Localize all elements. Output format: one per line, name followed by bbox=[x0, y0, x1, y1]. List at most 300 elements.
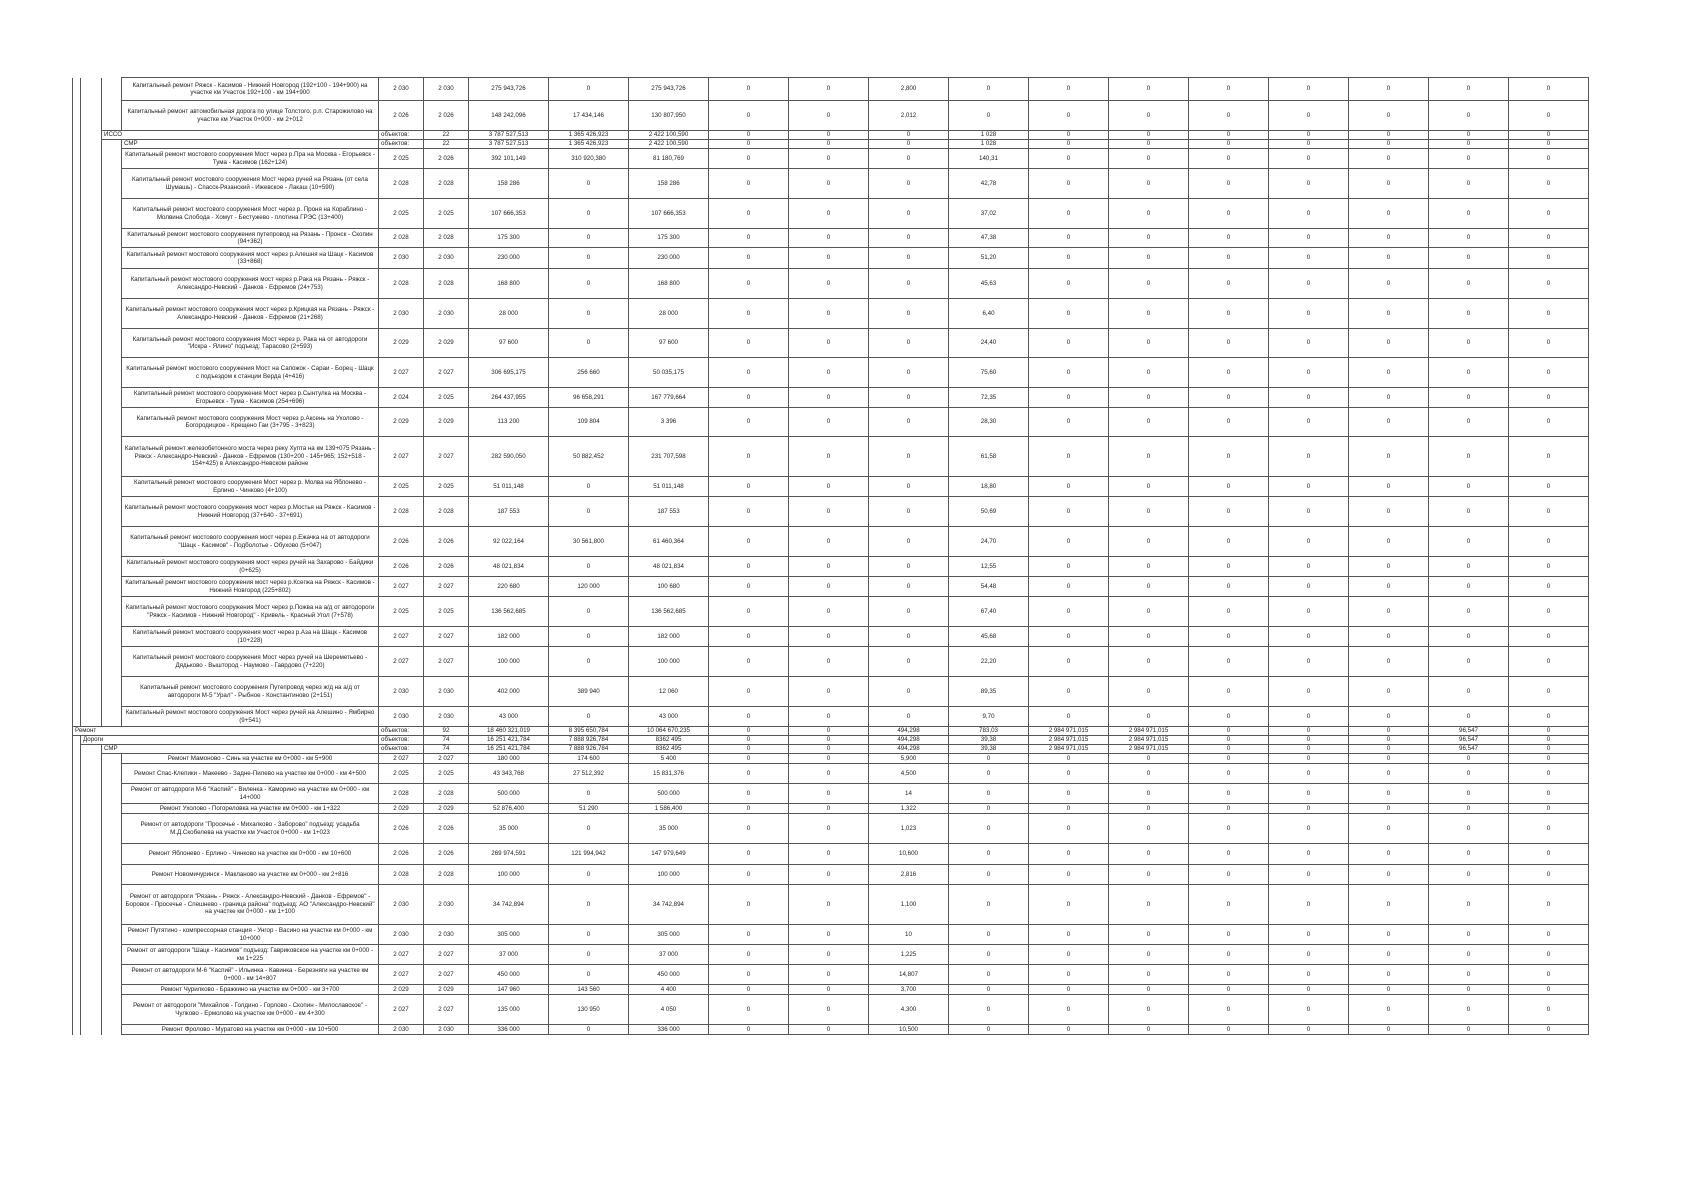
value-cell: 0 bbox=[1429, 78, 1509, 101]
repair-program-table bbox=[72, 77, 1589, 1035]
indent-cell bbox=[73, 149, 81, 169]
value-cell: 0 bbox=[1429, 965, 1509, 985]
indent-cell bbox=[81, 557, 102, 577]
value-cell: 0 bbox=[1029, 131, 1109, 140]
object-name: Капитальный ремонт мостового сооружения мост через р.Аза на Шацк - Касимов (10+228) bbox=[122, 627, 379, 647]
indent-cell bbox=[81, 814, 102, 844]
table-row bbox=[73, 754, 1589, 764]
value-cell: 0 bbox=[1269, 101, 1349, 131]
value-cell: 0 bbox=[709, 995, 789, 1025]
value-cell: 0 bbox=[709, 1025, 789, 1035]
indent-cell bbox=[81, 1025, 102, 1035]
value-cell: 0 bbox=[1509, 804, 1589, 814]
value-cell: 269 974,591 bbox=[469, 844, 549, 865]
value-cell: 0 bbox=[709, 677, 789, 707]
value-cell: 0 bbox=[709, 131, 789, 140]
end-year: 2 030 bbox=[424, 299, 469, 329]
object-name: Ремонт от автодороги "Рязань - Ряжск - Александро-Невский - Данков - Ефремов" - Боровок - Просечье - Спешнево - граница района" подъезд: АО "Александро-Невский" на участке км 0+000 - км 1+100 bbox=[122, 885, 379, 925]
value-cell: 7 888 926,784 bbox=[549, 736, 629, 745]
value-cell: 0 bbox=[1509, 865, 1589, 885]
value-cell: 0 bbox=[1349, 329, 1429, 358]
value-cell: 0 bbox=[1189, 388, 1269, 408]
value-cell: 0 bbox=[549, 1025, 629, 1035]
value-cell: 310 920,380 bbox=[549, 149, 629, 169]
value-cell: 0 bbox=[1509, 131, 1589, 140]
value-cell: 0 bbox=[1109, 764, 1189, 784]
value-cell: 0 bbox=[1509, 945, 1589, 965]
object-name: Капитальный ремонт мостового сооружения Мост через ручей на Рязань (от села Шумашь) - Спасск-Рязанский - Ижевское - Лакаш (10+590) bbox=[122, 169, 379, 199]
value-cell: 0 bbox=[869, 140, 949, 149]
value-cell: 0 bbox=[1349, 647, 1429, 677]
value-cell: 51 011,148 bbox=[469, 477, 549, 497]
value-cell: 8 395 650,784 bbox=[549, 727, 629, 736]
value-cell: 3 396 bbox=[629, 408, 709, 437]
value-cell: 0 bbox=[1349, 437, 1429, 477]
value-cell: 0 bbox=[1029, 78, 1109, 101]
value-cell: 0 bbox=[709, 577, 789, 597]
object-name: Ремонт Мамоново - Синь на участке км 0+000 - км 5+900 bbox=[122, 754, 379, 764]
value-cell: 0 bbox=[1109, 78, 1189, 101]
indent-cell bbox=[102, 995, 122, 1025]
value-cell: 107 666,353 bbox=[469, 199, 549, 229]
value-cell: 37 000 bbox=[629, 945, 709, 965]
value-cell: 0 bbox=[709, 597, 789, 627]
value-cell: 0 bbox=[1109, 995, 1189, 1025]
value-cell: 0 bbox=[1189, 925, 1269, 945]
indent-cell bbox=[81, 388, 102, 408]
start-year: 2 029 bbox=[379, 408, 424, 437]
value-cell: 48 021,834 bbox=[629, 557, 709, 577]
value-cell: 0 bbox=[869, 437, 949, 477]
value-cell: 100 000 bbox=[629, 865, 709, 885]
value-cell: 0 bbox=[1509, 745, 1589, 754]
value-cell: 10,500 bbox=[869, 1025, 949, 1035]
table-row bbox=[73, 647, 1589, 677]
object-name: Капитальный ремонт мостового сооружения Мост через р.Пра на Москва - Егорьевск - Тума - Касимов (162+124) bbox=[122, 149, 379, 169]
value-cell: 0 bbox=[1349, 814, 1429, 844]
value-cell: 0 bbox=[1029, 865, 1109, 885]
value-cell: 0 bbox=[1189, 727, 1269, 736]
value-cell: 12,55 bbox=[949, 557, 1029, 577]
start-year: 2 027 bbox=[379, 754, 424, 764]
value-cell: 2 422 100,590 bbox=[629, 131, 709, 140]
value-cell: 0 bbox=[1029, 754, 1109, 764]
value-cell: 0 bbox=[869, 647, 949, 677]
value-cell: 0 bbox=[869, 557, 949, 577]
value-cell: 0 bbox=[1269, 844, 1349, 865]
value-cell: 0 bbox=[549, 945, 629, 965]
value-cell: 0 bbox=[789, 131, 869, 140]
value-cell: 0 bbox=[1189, 985, 1269, 995]
value-cell: 120 000 bbox=[549, 577, 629, 597]
value-cell: 0 bbox=[1349, 885, 1429, 925]
value-cell: 0 bbox=[1029, 408, 1109, 437]
start-year: 2 026 bbox=[379, 557, 424, 577]
end-year: 2 025 bbox=[424, 597, 469, 627]
value-cell: 0 bbox=[869, 527, 949, 557]
value-cell: 0 bbox=[1109, 647, 1189, 677]
value-cell: 2,816 bbox=[869, 865, 949, 885]
table-row bbox=[73, 269, 1589, 299]
value-cell: 1,023 bbox=[869, 814, 949, 844]
value-cell: 0 bbox=[1349, 985, 1429, 995]
value-cell: 0 bbox=[1269, 131, 1349, 140]
value-cell: 0 bbox=[1349, 597, 1429, 627]
value-cell: 167 779,664 bbox=[629, 388, 709, 408]
table-row bbox=[73, 388, 1589, 408]
object-name: Капитальный ремонт мостового сооружения мост через р.Ксегжа на Ряжск - Касимов - Нижний Новгород (225+802) bbox=[122, 577, 379, 597]
value-cell: 0 bbox=[1349, 140, 1429, 149]
value-cell: 0 bbox=[1189, 78, 1269, 101]
value-cell: 0 bbox=[549, 299, 629, 329]
value-cell: 0 bbox=[789, 627, 869, 647]
indent-cell bbox=[73, 577, 81, 597]
value-cell: 0 bbox=[789, 736, 869, 745]
value-cell: 0 bbox=[869, 388, 949, 408]
value-cell: 0 bbox=[549, 78, 629, 101]
value-cell: 0 bbox=[1509, 437, 1589, 477]
value-cell: 0 bbox=[1269, 885, 1349, 925]
indent-cell bbox=[102, 140, 122, 149]
value-cell: 0 bbox=[1349, 248, 1429, 269]
indent-cell bbox=[102, 764, 122, 784]
value-cell: 0 bbox=[1029, 995, 1109, 1025]
value-cell: 0 bbox=[1349, 101, 1429, 131]
value-cell: 0 bbox=[709, 736, 789, 745]
value-cell: 0 bbox=[789, 677, 869, 707]
indent-cell bbox=[73, 707, 81, 727]
value-cell: 0 bbox=[1269, 995, 1349, 1025]
value-cell: 0 bbox=[1269, 865, 1349, 885]
indent-cell bbox=[81, 131, 102, 140]
value-cell: 0 bbox=[1429, 388, 1509, 408]
value-cell: 0 bbox=[1509, 408, 1589, 437]
value-cell: 0 bbox=[1349, 784, 1429, 804]
value-cell: 5,900 bbox=[869, 754, 949, 764]
value-cell: 0 bbox=[1029, 169, 1109, 199]
table-row bbox=[73, 945, 1589, 965]
value-cell: 0 bbox=[549, 885, 629, 925]
value-cell: 0 bbox=[789, 169, 869, 199]
value-cell: 0 bbox=[1269, 764, 1349, 784]
value-cell: 0 bbox=[1189, 229, 1269, 248]
value-cell: 0 bbox=[789, 229, 869, 248]
indent-cell bbox=[102, 527, 122, 557]
value-cell: 0 bbox=[1269, 804, 1349, 814]
object-name: Ремонт от автодороги "Шацк - Касимов" подъезд: Гавриковское на участке км 0+000 - км 1+225 bbox=[122, 945, 379, 965]
object-name: Капитальный ремонт мостового сооружения мост через р.Крицкая на Рязань - Ряжск - Александро-Невский - Данков - Ефремов (21+268) bbox=[122, 299, 379, 329]
value-cell: 0 bbox=[549, 557, 629, 577]
indent-cell bbox=[73, 784, 81, 804]
value-cell: 0 bbox=[1429, 408, 1509, 437]
value-cell: 0 bbox=[709, 647, 789, 677]
value-cell: 0 bbox=[549, 707, 629, 727]
value-cell: 14,807 bbox=[869, 965, 949, 985]
value-cell: 0 bbox=[1509, 647, 1589, 677]
value-cell: 2 984 971,015 bbox=[1029, 736, 1109, 745]
indent-cell bbox=[73, 764, 81, 784]
indent-cell bbox=[73, 437, 81, 477]
table-row bbox=[73, 804, 1589, 814]
indent-cell bbox=[81, 754, 102, 764]
start-year: 2 026 bbox=[379, 101, 424, 131]
object-name: Капитальный ремонт мостового сооружения мост через р.Мостья на Ряжск - Касимов - Нижний Новгород (37+640 - 37+691) bbox=[122, 497, 379, 527]
value-cell: 0 bbox=[1429, 557, 1509, 577]
end-year: 2 029 bbox=[424, 329, 469, 358]
value-cell: 6,40 bbox=[949, 299, 1029, 329]
object-name: Ремонт Спас-Клепики - Макеево - Задне-Пилево на участке км 0+000 - км 4+500 bbox=[122, 764, 379, 784]
object-name: Капитальный ремонт мостового сооружения Мост через ручей на Шереметьево - Дядьково - Выштород - Наумово - Гаврдово (7+220) bbox=[122, 647, 379, 677]
end-year: 2 028 bbox=[424, 169, 469, 199]
value-cell: 0 bbox=[1029, 707, 1109, 727]
indent-cell bbox=[102, 78, 122, 101]
value-cell: 50,69 bbox=[949, 497, 1029, 527]
indent-cell bbox=[81, 408, 102, 437]
object-name: Капитальный ремонт мостового сооружения Мост через ручей на Алешино - Ямбирно (9+541) bbox=[122, 707, 379, 727]
value-cell: 1 028 bbox=[949, 140, 1029, 149]
object-name: Капитальный ремонт мостового сооружения Мост через р.Пожва на а/д от автодороги "Ряжск - Касимов - Нижний Новгород" - Кривель - Красный Угол (7+578) bbox=[122, 597, 379, 627]
value-cell: 0 bbox=[709, 169, 789, 199]
value-cell: 0 bbox=[1269, 497, 1349, 527]
value-cell: 0 bbox=[1109, 497, 1189, 527]
value-cell: 147 960 bbox=[469, 985, 549, 995]
indent-cell bbox=[81, 945, 102, 965]
value-cell: 0 bbox=[1509, 149, 1589, 169]
value-cell: 2 984 971,015 bbox=[1109, 727, 1189, 736]
value-cell: 0 bbox=[789, 804, 869, 814]
indent-cell bbox=[102, 299, 122, 329]
value-cell: 0 bbox=[1429, 577, 1509, 597]
value-cell: 0 bbox=[1029, 925, 1109, 945]
value-cell: 180 000 bbox=[469, 754, 549, 764]
value-cell: 0 bbox=[1189, 647, 1269, 677]
value-cell: 0 bbox=[1429, 477, 1509, 497]
value-cell: 2 984 971,015 bbox=[1029, 745, 1109, 754]
objects-count: 22 bbox=[424, 131, 469, 140]
value-cell: 0 bbox=[1269, 269, 1349, 299]
value-cell: 0 bbox=[1109, 169, 1189, 199]
value-cell: 0 bbox=[709, 727, 789, 736]
value-cell: 0 bbox=[869, 269, 949, 299]
value-cell: 54,48 bbox=[949, 577, 1029, 597]
end-year: 2 029 bbox=[424, 408, 469, 437]
value-cell: 1 586,400 bbox=[629, 804, 709, 814]
indent-cell bbox=[102, 865, 122, 885]
end-year: 2 028 bbox=[424, 784, 469, 804]
value-cell: 158 286 bbox=[469, 169, 549, 199]
start-year: 2 027 bbox=[379, 945, 424, 965]
value-cell: 81 180,769 bbox=[629, 149, 709, 169]
indent-cell bbox=[81, 627, 102, 647]
value-cell: 0 bbox=[1269, 814, 1349, 844]
value-cell: 10 064 670,235 bbox=[629, 727, 709, 736]
value-cell: 34 742,894 bbox=[629, 885, 709, 925]
object-name: Ремонт от автодороги М-6 "Каспий" - Виленка - Каморино на участке км 0+000 - км 14+000 bbox=[122, 784, 379, 804]
value-cell: 0 bbox=[1349, 229, 1429, 248]
value-cell: 0 bbox=[709, 557, 789, 577]
value-cell: 0 bbox=[1429, 677, 1509, 707]
value-cell: 1,322 bbox=[869, 804, 949, 814]
end-year: 2 030 bbox=[424, 248, 469, 269]
value-cell: 67,40 bbox=[949, 597, 1029, 627]
value-cell: 50 882,452 bbox=[549, 437, 629, 477]
value-cell: 0 bbox=[1509, 727, 1589, 736]
value-cell: 0 bbox=[1189, 677, 1269, 707]
end-year: 2 028 bbox=[424, 865, 469, 885]
value-cell: 2 984 971,015 bbox=[1109, 736, 1189, 745]
value-cell: 0 bbox=[949, 965, 1029, 985]
value-cell: 0 bbox=[1109, 804, 1189, 814]
value-cell: 0 bbox=[1269, 647, 1349, 677]
start-year: 2 030 bbox=[379, 925, 424, 945]
value-cell: 0 bbox=[1269, 140, 1349, 149]
table-row bbox=[73, 229, 1589, 248]
indent-cell bbox=[73, 754, 81, 764]
indent-cell bbox=[102, 754, 122, 764]
value-cell: 0 bbox=[869, 149, 949, 169]
value-cell: 256 660 bbox=[549, 358, 629, 388]
value-cell: 0 bbox=[1109, 814, 1189, 844]
object-name: Ремонт от автодороги "Михайлов - Голдино - Горлово - Скопин - Милославское" - Чулково - Ермолово на участке км 0+000 - км 4+300 bbox=[122, 995, 379, 1025]
indent-cell bbox=[102, 497, 122, 527]
value-cell: 24,40 bbox=[949, 329, 1029, 358]
value-cell: 0 bbox=[1349, 269, 1429, 299]
objects-count: 74 bbox=[424, 745, 469, 754]
value-cell: 8362 495 bbox=[629, 736, 709, 745]
start-year: 2 025 bbox=[379, 764, 424, 784]
value-cell: 0 bbox=[1269, 149, 1349, 169]
value-cell: 0 bbox=[1109, 358, 1189, 388]
object-name: Ремонт от автодороги М-6 "Каспий" - Ильинка - Кавинка - Березняги на участке км 0+000 - км 14+807 bbox=[122, 965, 379, 985]
value-cell: 28 000 bbox=[629, 299, 709, 329]
indent-cell bbox=[102, 707, 122, 727]
value-cell: 0 bbox=[709, 865, 789, 885]
start-year: 2 029 bbox=[379, 329, 424, 358]
value-cell: 0 bbox=[709, 497, 789, 527]
value-cell: 0 bbox=[1029, 804, 1109, 814]
value-cell: 0 bbox=[709, 358, 789, 388]
value-cell: 0 bbox=[1509, 995, 1589, 1025]
value-cell: 0 bbox=[1109, 577, 1189, 597]
value-cell: 264 437,955 bbox=[469, 388, 549, 408]
value-cell: 0 bbox=[949, 885, 1029, 925]
indent-cell bbox=[81, 169, 102, 199]
value-cell: 45,68 bbox=[949, 627, 1029, 647]
value-cell: 0 bbox=[1189, 149, 1269, 169]
value-cell: 0 bbox=[709, 804, 789, 814]
value-cell: 43 000 bbox=[629, 707, 709, 727]
value-cell: 0 bbox=[1269, 754, 1349, 764]
value-cell: 230 000 bbox=[469, 248, 549, 269]
indent-cell bbox=[73, 329, 81, 358]
value-cell: 0 bbox=[949, 754, 1029, 764]
end-year: 2 030 bbox=[424, 78, 469, 101]
objects-label: объектов: bbox=[379, 131, 424, 140]
value-cell: 61,58 bbox=[949, 437, 1029, 477]
table-row bbox=[73, 248, 1589, 269]
value-cell: 0 bbox=[1509, 965, 1589, 985]
indent-cell bbox=[102, 885, 122, 925]
value-cell: 0 bbox=[1349, 527, 1429, 557]
end-year: 2 027 bbox=[424, 358, 469, 388]
value-cell: 4 400 bbox=[629, 985, 709, 995]
value-cell: 0 bbox=[1029, 627, 1109, 647]
value-cell: 0 bbox=[1189, 408, 1269, 437]
start-year: 2 028 bbox=[379, 865, 424, 885]
value-cell: 42,78 bbox=[949, 169, 1029, 199]
value-cell: 147 979,649 bbox=[629, 844, 709, 865]
value-cell: 0 bbox=[789, 995, 869, 1025]
indent-cell bbox=[81, 329, 102, 358]
value-cell: 2 422 100,590 bbox=[629, 140, 709, 149]
value-cell: 0 bbox=[869, 229, 949, 248]
value-cell: 0 bbox=[709, 885, 789, 925]
value-cell: 0 bbox=[1429, 804, 1509, 814]
value-cell: 0 bbox=[949, 804, 1029, 814]
start-year: 2 030 bbox=[379, 707, 424, 727]
value-cell: 0 bbox=[1189, 1025, 1269, 1035]
value-cell: 500 000 bbox=[469, 784, 549, 804]
value-cell: 0 bbox=[1109, 1025, 1189, 1035]
value-cell: 0 bbox=[549, 647, 629, 677]
value-cell: 0 bbox=[1189, 577, 1269, 597]
start-year: 2 030 bbox=[379, 885, 424, 925]
value-cell: 0 bbox=[1509, 358, 1589, 388]
value-cell: 0 bbox=[709, 965, 789, 985]
object-name: Ремонт Путятино - компрессорная станция - Унгор - Васино на участке км 0+000 - км 10+000 bbox=[122, 925, 379, 945]
indent-cell bbox=[81, 140, 102, 149]
table-row bbox=[73, 199, 1589, 229]
value-cell: 0 bbox=[1109, 408, 1189, 437]
value-cell: 9,70 bbox=[949, 707, 1029, 727]
start-year: 2 025 bbox=[379, 477, 424, 497]
value-cell: 0 bbox=[709, 199, 789, 229]
value-cell: 0 bbox=[709, 477, 789, 497]
value-cell: 0 bbox=[1429, 945, 1509, 965]
value-cell: 0 bbox=[1509, 814, 1589, 844]
start-year: 2 026 bbox=[379, 527, 424, 557]
value-cell: 0 bbox=[789, 764, 869, 784]
indent-cell bbox=[73, 844, 81, 865]
value-cell: 0 bbox=[1109, 885, 1189, 925]
value-cell: 0 bbox=[1029, 149, 1109, 169]
table-row bbox=[73, 597, 1589, 627]
value-cell: 0 bbox=[1189, 557, 1269, 577]
value-cell: 275 943,726 bbox=[629, 78, 709, 101]
value-cell: 0 bbox=[789, 477, 869, 497]
start-year: 2 027 bbox=[379, 627, 424, 647]
value-cell: 0 bbox=[1189, 885, 1269, 925]
end-year: 2 026 bbox=[424, 844, 469, 865]
value-cell: 92 022,164 bbox=[469, 527, 549, 557]
value-cell: 0 bbox=[1029, 577, 1109, 597]
start-year: 2 027 bbox=[379, 965, 424, 985]
value-cell: 0 bbox=[869, 169, 949, 199]
indent-cell bbox=[102, 627, 122, 647]
table-row bbox=[73, 557, 1589, 577]
value-cell: 0 bbox=[709, 299, 789, 329]
value-cell: 0 bbox=[1189, 169, 1269, 199]
value-cell: 0 bbox=[549, 925, 629, 945]
value-cell: 1 365 426,923 bbox=[549, 140, 629, 149]
table-row bbox=[73, 329, 1589, 358]
value-cell: 0 bbox=[1109, 945, 1189, 965]
group-label-isso: ИССО bbox=[102, 131, 379, 140]
start-year: 2 025 bbox=[379, 597, 424, 627]
value-cell: 0 bbox=[1109, 865, 1189, 885]
summary-row bbox=[73, 140, 1589, 149]
value-cell: 336 000 bbox=[629, 1025, 709, 1035]
